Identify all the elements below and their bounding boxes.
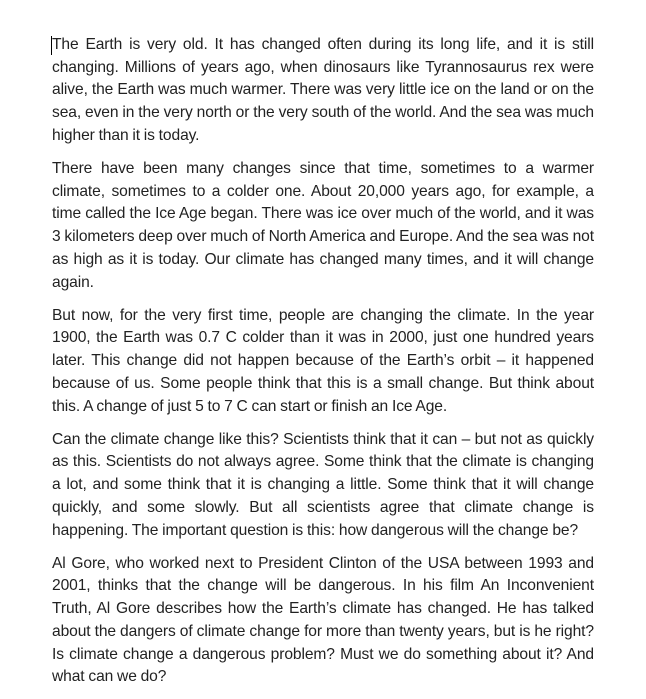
paragraph-1: The Earth is very old. It has changed often during its long life, and it is still changing. Millions of years ago, when dinosaurs like Tyrannosaurus rex were alive, the Earth was much warmer. There was very little ice on the land or on the sea, even in the very north or the very south of the world. And the sea was much higher than it is today. — [52, 36, 594, 144]
paragraph-4: Can the climate change like this? Scientists think that it can – but not as quickly as this. Scientists do not always agree. Some think that the climate is changing a lot, and some think that it is changing a little. Some think that it will change quickly, and some slowly. But all scientists agree that climate change is happening. The important question is this: how dangerous will the change be? — [52, 430, 594, 539]
paragraph-5: Al Gore, who worked next to President Clinton of the USA between 1993 and 2001, thinks that the change will be dangerous. In his film An Inconvenient Truth, Al Gore describes how the Earth’s climate has changed. He has talked about the dangers of climate change for more than twenty years, but is he right? Is climate change a dangerous problem? Must we do something about it? And what can we do? — [52, 554, 594, 686]
paragraph-3: But now, for the very first time, people are changing the climate. In the year 1900, the Earth was 0.7 C colder than it was in 2000, just one hundred years later. This change did not happen because of the Earth’s orbit – it happened because of us. Some people think that this is a small change. But think about this. A change of just 5 to 7 C can start or finish an Ice Age. — [52, 306, 594, 415]
document-body[interactable] — [52, 34, 594, 699]
text-cursor — [51, 36, 52, 55]
paragraph-2: There have been many changes since that time, sometimes to a warmer climate, sometimes to a colder one. About 20,000 years ago, for example, a time called the Ice Age began. There was ice over much of the world, and it was 3 kilometers deep over much of North America and Europe. And the sea was not as high as it is today. Our climate has changed many times, and it will change again. — [52, 160, 594, 291]
